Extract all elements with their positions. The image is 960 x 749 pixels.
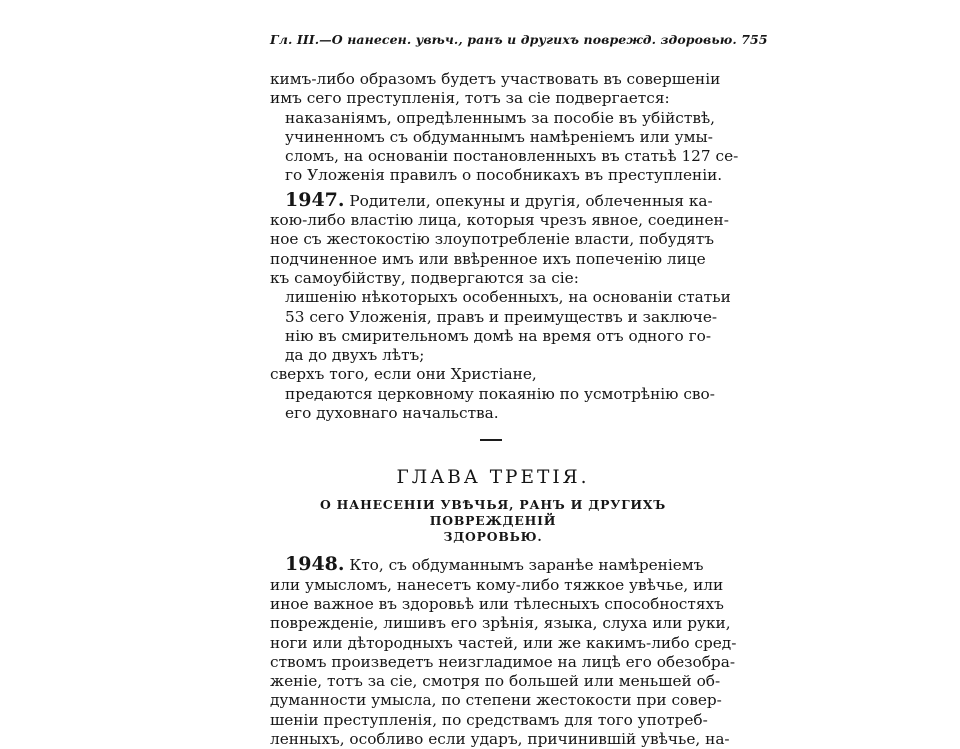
chapter-title: ГЛАВА ТРЕТIЯ.: [396, 467, 590, 489]
article-1948: [270, 553, 737, 749]
article-number: 1948.: [285, 553, 345, 576]
text-line: ное съ жестокостiю злоупотребленiе власти, побудятъ: [270, 230, 714, 249]
article-1947: [270, 188, 731, 424]
text-line: сломъ, на основанiи постановленныхъ въ статьѣ 127 се-: [285, 147, 739, 166]
text-line: учиненномъ съ обдуманнымъ намѣренiемъ или умы-: [285, 127, 713, 146]
running-head: Гл. III.—О нанесен. увѣч., ранъ и другихъ поврежд. здоровью. 755: [270, 32, 768, 47]
text-line: нiю въ смирительномъ домѣ на время отъ одного го-: [285, 326, 712, 345]
text-line: ноги или дѣторoдныхъ частей, или же какимъ-либо сред-: [270, 633, 737, 652]
text-line: его духовнаго начальства.: [285, 404, 499, 423]
chapter-subtitle-line: О НАНЕСЕНIИ УВѢЧЬЯ, РАНЪ И ДРУГИХЪ ПОВРЕЖДЕНIЙ: [319, 497, 667, 529]
text-line: или умысломъ, нанесетъ кому-либо тяжкое увѣчье, или: [270, 575, 724, 594]
text-line: сверхъ того, если они Христiане,: [270, 365, 537, 384]
text-line: шенiи преступленiя, по средствамъ для того употреб-: [270, 710, 708, 729]
text-line: подчиненное имъ или ввѣренное ихъ попеченiю лице: [270, 249, 706, 268]
text-line: Родители, опекуны и другiя, облеченныя ка-: [344, 191, 713, 210]
text-line: поврежденiе, лишивъ его зрѣнiя, языка, слуха или руки,: [270, 614, 731, 633]
text-line: кою-либо властiю лица, которыя чрезъ явное, соединен-: [270, 211, 729, 230]
text-line: ствомъ произведетъ неизгладимое на лицѣ его обезобра-: [270, 652, 736, 671]
text-line: Кто, съ обдуманнымъ заранѣе намѣренiемъ: [344, 556, 704, 575]
intro-paragraph: [270, 70, 739, 186]
text-line: иное важное въ здоровьѣ или тѣлесныхъ способностяхъ: [270, 594, 724, 613]
text-line: женiе, тотъ за сiе, смотря по большей или меньшей об-: [270, 672, 721, 691]
text-line: предаются церковному покаянiю по усмотрѣнiю сво-: [285, 384, 715, 403]
text-line: го Уложенiя правилъ о пособникахъ въ преступленiи.: [285, 166, 723, 185]
text-line: думанности умысла, по степени жестокости при совер-: [270, 691, 722, 710]
article-first-line: [270, 555, 716, 575]
text-line: 53 сего Уложенiя, правъ и преимуществъ и заключе-: [285, 307, 718, 326]
text-line: наказанiямъ, опредѣленнымъ за пособiе въ убiйствѣ,: [285, 108, 716, 127]
section-divider: [480, 439, 502, 441]
article-first-line: [270, 188, 716, 211]
chapter-subtitle: [270, 497, 716, 545]
document-page: [270, 32, 768, 749]
text-line: имъ сего преступленiя, тотъ за сiе подвергается:: [270, 89, 670, 108]
text-line: ленныхъ, особливо если ударъ, причинившiй увѣчье, на-: [270, 730, 730, 749]
text-line: лишенiю нѣкоторыхъ особенныхъ, на основанiи статьи: [285, 288, 731, 307]
chapter-subtitle-line: ЗДОРОВЬЮ.: [443, 529, 543, 545]
article-number: 1947.: [285, 188, 345, 211]
text-line: къ самоубiйству, подвергаются за сiе:: [270, 268, 579, 287]
text-line: да до двухъ лѣтъ;: [285, 346, 425, 365]
text-line: кимъ-либо образомъ будетъ участвовать въ совершенiи: [270, 70, 721, 88]
